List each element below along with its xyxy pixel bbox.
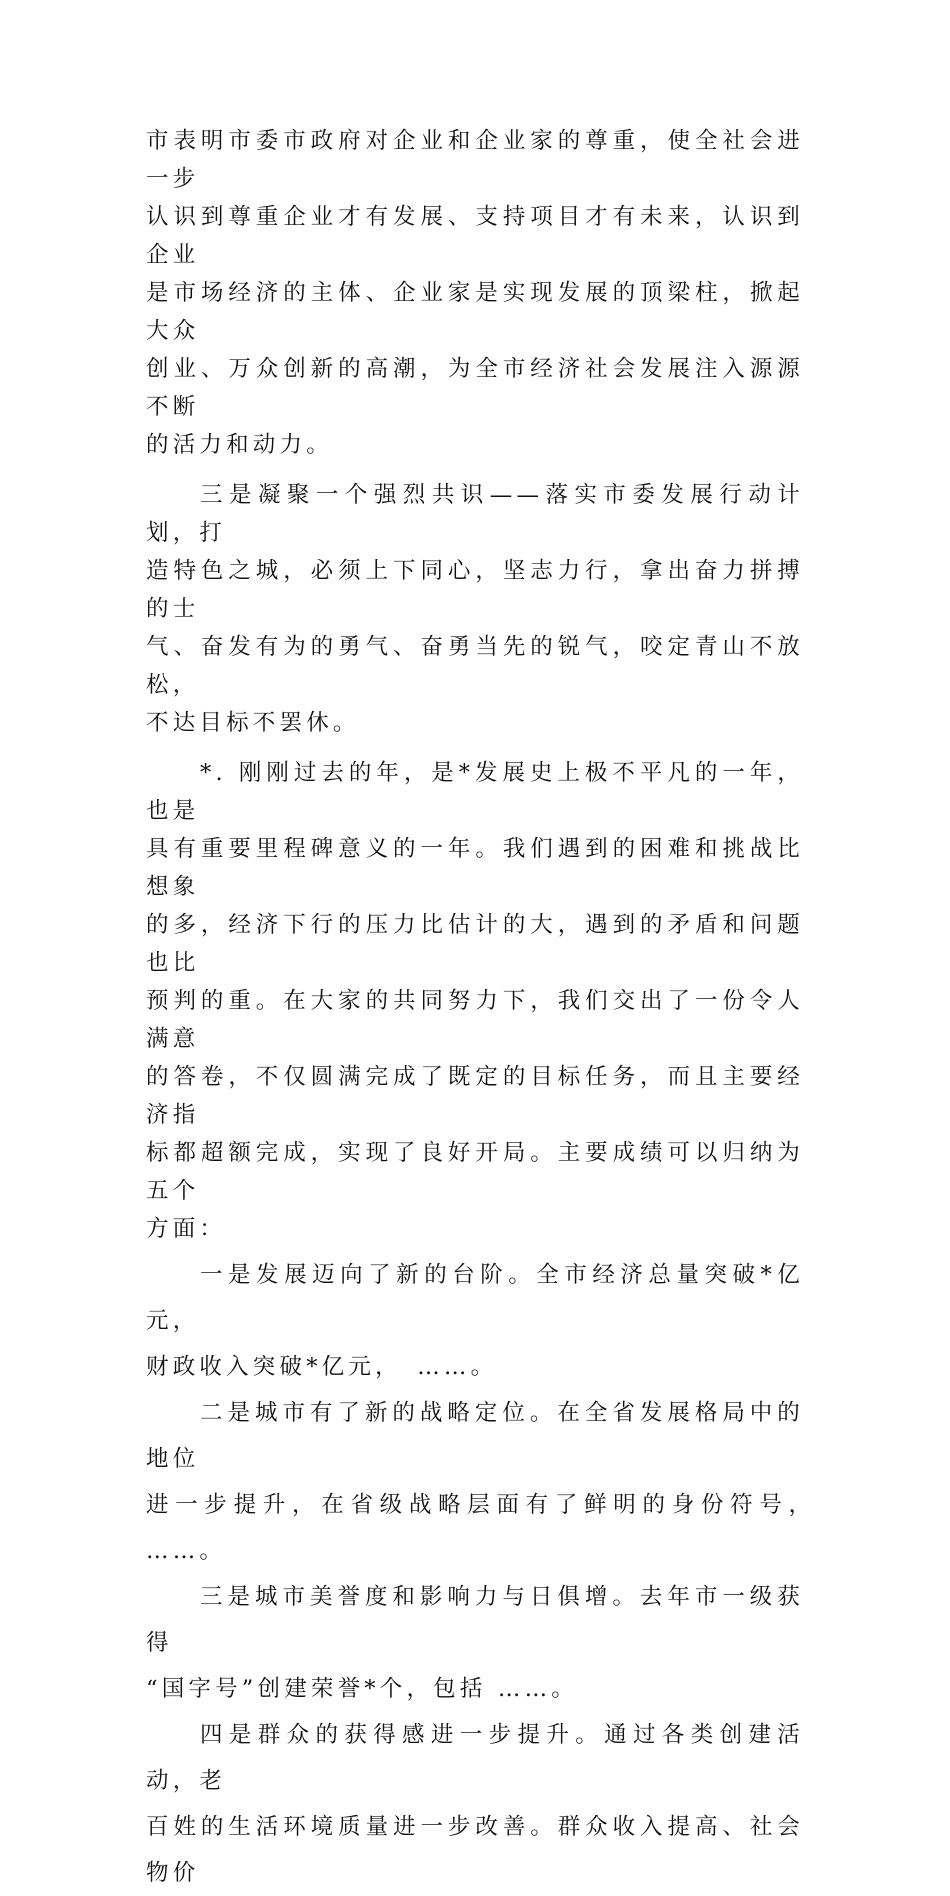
text-line: 市表明市委市政府对企业和企业家的尊重，使全社会进一步 <box>146 128 804 192</box>
paragraph-3 <box>146 754 804 1248</box>
text-line: 气、奋发有为的勇气、奋勇当先的锐气，咬定青山不放松， <box>146 634 804 698</box>
text-line: 预判的重。在大家的共同努力下，我们交出了一份令人满意 <box>146 988 804 1052</box>
paragraph-4 <box>146 1252 804 1390</box>
text-line: 进一步提升，在省级战略层面有了鲜明的身份符号， ……。 <box>146 1492 831 1564</box>
text-line: 标都超额完成，实现了良好开局。主要成绩可以归纳为五个 <box>146 1140 804 1204</box>
text-line: 二是城市有了新的战略定位。在全省发展格局中的地位 <box>146 1400 804 1472</box>
text-line: 创业、万众创新的高潮，为全市经济社会发展注入源源不断 <box>146 356 804 420</box>
text-line: “国字号”创建荣誉*个，包括 ……。 <box>146 1676 579 1702</box>
text-line: 四是群众的获得感进一步提升。通过各类创建活动，老 <box>146 1722 804 1794</box>
paragraph-5 <box>146 1390 831 1574</box>
document-page <box>146 122 831 1896</box>
text-line: 是市场经济的主体、企业家是实现发展的顶梁柱，掀起大众 <box>146 280 804 344</box>
text-line: 方面： <box>146 1216 227 1242</box>
text-line: 的活力和动力。 <box>146 432 333 458</box>
text-line: 三是城市美誉度和影响力与日俱增。去年市一级获得 <box>146 1584 804 1656</box>
text-line: 不达目标不罢休。 <box>146 710 360 736</box>
text-line: 一是发展迈向了新的台阶。全市经济总量突破*亿元， <box>146 1262 804 1334</box>
paragraph-6 <box>146 1574 804 1712</box>
paragraph-7 <box>146 1712 804 1896</box>
text-line: 认识到尊重企业才有发展、支持项目才有未来，认识到企业 <box>146 204 804 268</box>
paragraph-2 <box>146 476 804 742</box>
text-line: 财政收入突破*亿元， ……。 <box>146 1354 498 1380</box>
text-line: 三是凝聚一个强烈共识——落实市委发展行动计划，打 <box>146 482 804 546</box>
text-line: 的多，经济下行的压力比估计的大，遇到的矛盾和问题也比 <box>146 912 804 976</box>
text-line: 的答卷，不仅圆满完成了既定的目标任务，而且主要经济指 <box>146 1064 804 1128</box>
text-line: 具有重要里程碑意义的一年。我们遇到的困难和挑战比想象 <box>146 836 804 900</box>
text-line: *. 刚刚过去的年，是*发展史上极不平凡的一年，也是 <box>146 760 804 824</box>
text-line: 造特色之城，必须上下同心，坚志力行，拿出奋力拼搏的士 <box>146 558 804 622</box>
text-line: 百姓的生活环境质量进一步改善。群众收入提高、社会物价 <box>146 1814 804 1886</box>
paragraph-1 <box>146 122 804 464</box>
